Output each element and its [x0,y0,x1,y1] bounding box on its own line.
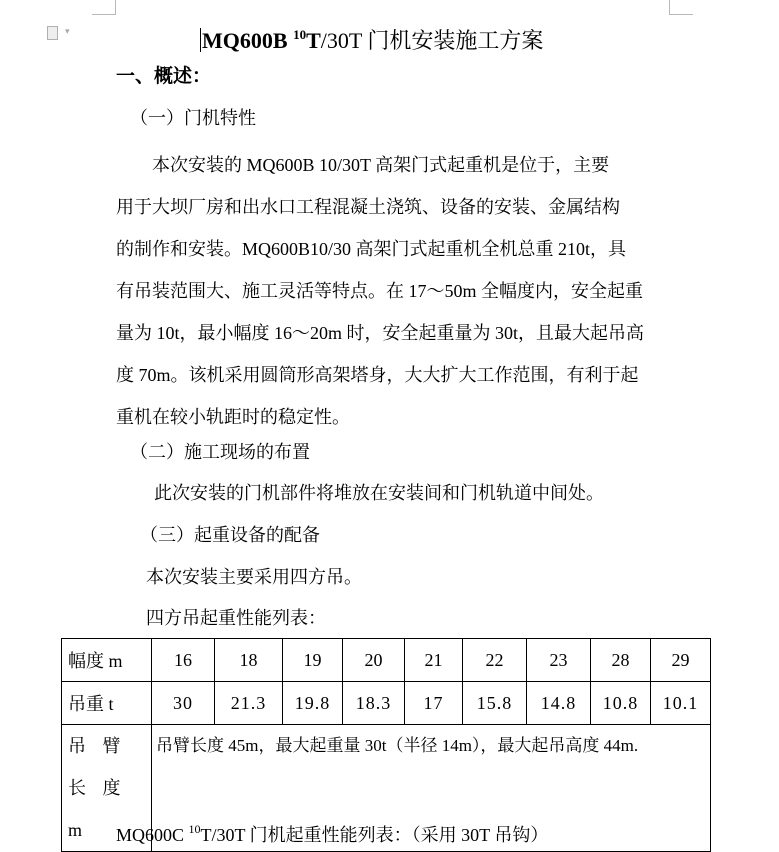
paragraph-line: 量为 10t，最小幅度 16～20m 时，安全起重量为 30t，且最大起吊高 [116,323,645,343]
paragraph-line: 用于大坝厂房和出水口工程混凝土浇筑、设备的安装、金属结构 [116,197,620,217]
paragraph-line: 本次安装的 MQ600B 10/30T 高架门式起重机是位于，主要 [152,155,610,175]
table-cell: 19 [283,639,343,682]
subheading-characteristics: （一）门机特性 [130,108,256,128]
table-row [62,639,711,682]
footer-superscript: 10 [188,822,201,836]
page-icon [47,26,58,40]
table-cell-label: 幅度 m [62,639,152,682]
table-cell-label: 吊 臂 长 度 m [62,725,152,852]
table-cell: 21 [405,639,463,682]
table-caption: 四方吊起重性能列表： [146,608,326,628]
text-cursor [200,28,201,52]
title-rest: /30T 门机安装施工方案 [320,28,544,53]
section-heading-overview: 一、概述： [116,66,212,87]
chevron-down-icon: ▾ [65,27,70,37]
table-cell: 21.3 [215,682,283,725]
paragraph-line: 重机在较小轨距时的稳定性。 [116,407,350,427]
table-cell: 16 [152,639,215,682]
paragraph-lifting-equipment: 本次安装主要采用四方吊。 [146,567,362,587]
paragraph-line: 有吊装范围大、施工灵活等特点。在 17～50m 全幅度内，安全起重 [116,281,643,301]
paragraph-line: 的制作和安装。MQ600B10/30 高架门式起重机全机总重 210t，具 [116,239,627,259]
table-cell: 15.8 [463,682,527,725]
title-t: T [306,28,321,53]
document-icon[interactable] [47,25,77,43]
table-cell: 20 [343,639,405,682]
table-cell: 29 [651,639,711,682]
crop-mark-top-right-v [669,0,670,14]
table-cell: 18 [215,639,283,682]
table-cell: 10.1 [651,682,711,725]
subheading-site-layout: （二）施工现场的布置 [130,442,310,462]
table-cell-boom-spec: 吊臂长度 45m，最大起重量 30t（半径 14m），最大起吊高度 44m. [152,725,711,852]
table-cell: 19.8 [283,682,343,725]
table-cell: 23 [527,639,591,682]
table-cell: 22 [463,639,527,682]
crop-mark-top-right-h [669,14,693,15]
crop-mark-top-left-v [115,0,116,14]
footer-rest: T/30T 门机起重性能列表：（采用 30T 吊钩） [200,825,549,845]
table-cell: 18.3 [343,682,405,725]
table-cell: 28 [591,639,651,682]
title-model: MQ600B [202,28,288,53]
title-superscript: 10 [293,27,307,42]
footer-caption [116,816,548,848]
paragraph-line: 度 70m。该机采用圆筒形高架塔身，大大扩大工作范围，有利于起 [116,365,639,385]
table-cell: 10.8 [591,682,651,725]
table-cell: 14.8 [527,682,591,725]
paragraph-site-layout: 此次安装的门机部件将堆放在安装间和门机轨道中间处。 [154,483,604,503]
table-row [62,682,711,725]
table-cell: 17 [405,682,463,725]
subheading-lifting-equipment: （三）起重设备的配备 [140,525,320,545]
crop-mark-top-left-h [92,14,116,15]
table-cell: 30 [152,682,215,725]
table-cell-label: 吊重 t [62,682,152,725]
footer-model: MQ600C [116,825,189,845]
paragraph-characteristics [116,144,672,438]
document-title [200,20,590,56]
